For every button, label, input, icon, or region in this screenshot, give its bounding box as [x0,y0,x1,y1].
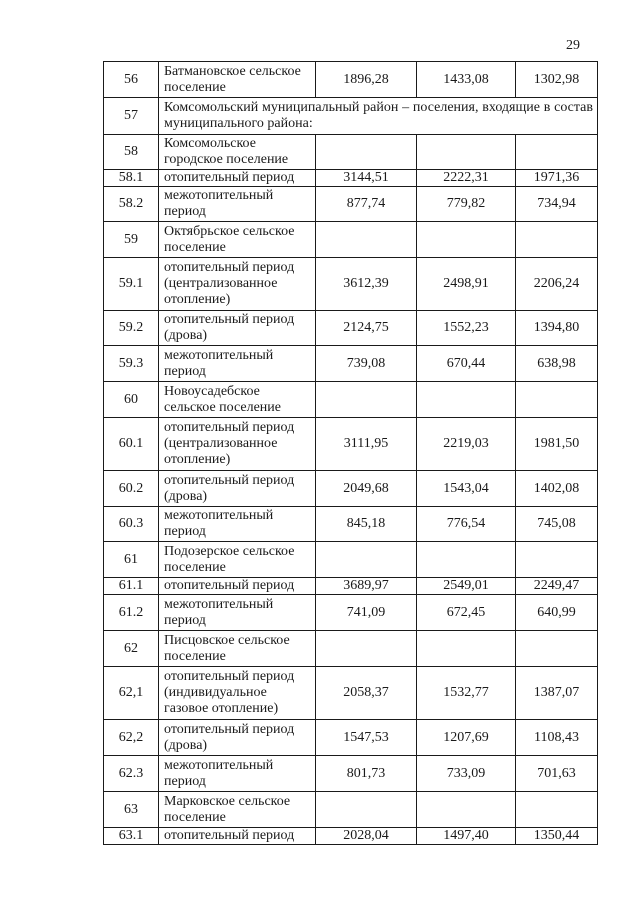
value-cell-2 [417,135,516,170]
table-row [104,595,598,631]
value-cell-3: 2249,47 [516,578,598,595]
value-cell-2: 1552,23 [417,311,516,346]
row-number-cell: 63 [104,792,159,828]
value-cell-3: 745,08 [516,507,598,542]
table-row [104,62,598,98]
value-cell-2 [417,792,516,828]
value-cell-2: 776,54 [417,507,516,542]
value-cell-2: 2549,01 [417,578,516,595]
name-cell: Марковское сельское поселение [159,792,316,828]
tariff-table [103,61,598,845]
row-number-cell: 59.2 [104,311,159,346]
value-cell-1: 2028,04 [316,828,417,845]
value-cell-2: 779,82 [417,187,516,222]
name-cell: Писцовское сельское поселение [159,631,316,667]
value-cell-1: 3689,97 [316,578,417,595]
value-cell-1: 1896,28 [316,62,417,98]
name-cell: межотопительный период [159,346,316,382]
value-cell-3 [516,631,598,667]
row-number-cell: 61.2 [104,595,159,631]
value-cell-3: 1971,36 [516,170,598,187]
table-row [104,631,598,667]
table-row [104,507,598,542]
value-cell-3: 1387,07 [516,667,598,720]
value-cell-3: 640,99 [516,595,598,631]
value-cell-3: 734,94 [516,187,598,222]
value-cell-3 [516,542,598,578]
value-cell-1 [316,382,417,418]
value-cell-1 [316,631,417,667]
row-number-cell: 58.1 [104,170,159,187]
table-row [104,418,598,471]
name-cell: отопительный период (дрова) [159,720,316,756]
value-cell-3: 1350,44 [516,828,598,845]
table-row [104,578,598,595]
table-row [104,756,598,792]
row-number-cell: 60 [104,382,159,418]
row-number-cell: 61.1 [104,578,159,595]
table-row [104,346,598,382]
name-cell: отопительный период (дрова) [159,311,316,346]
row-number-cell: 58 [104,135,159,170]
value-cell-2: 672,45 [417,595,516,631]
name-cell: Подозерское сельское поселение [159,542,316,578]
value-cell-1: 2049,68 [316,471,417,507]
value-cell-2 [417,631,516,667]
name-cell: отопительный период (централизованное отопление) [159,258,316,311]
name-cell: отопительный период [159,578,316,595]
table-row [104,720,598,756]
row-number-cell: 62.3 [104,756,159,792]
row-number-cell: 59.1 [104,258,159,311]
table-row [104,170,598,187]
table-row [104,828,598,845]
value-cell-1: 3144,51 [316,170,417,187]
value-cell-3 [516,382,598,418]
value-cell-2: 2498,91 [417,258,516,311]
value-cell-3: 1981,50 [516,418,598,471]
value-cell-1: 3111,95 [316,418,417,471]
value-cell-1: 2124,75 [316,311,417,346]
value-cell-3: 1108,43 [516,720,598,756]
value-cell-2: 1207,69 [417,720,516,756]
value-cell-3: 638,98 [516,346,598,382]
value-cell-2: 1532,77 [417,667,516,720]
value-cell-1: 801,73 [316,756,417,792]
table-row [104,382,598,418]
row-number-cell: 59 [104,222,159,258]
name-cell: отопительный период (централизованное отопление) [159,418,316,471]
page-number: 29 [566,38,580,53]
name-cell: Новоусадебское сельское поселение [159,382,316,418]
table-row [104,792,598,828]
row-number-cell: 58.2 [104,187,159,222]
table-row [104,187,598,222]
row-number-cell: 57 [104,98,159,135]
name-cell: межотопительный период [159,187,316,222]
row-number-cell: 61 [104,542,159,578]
name-cell: межотопительный период [159,595,316,631]
name-cell: Батмановское сельское поселение [159,62,316,98]
row-number-cell: 62,1 [104,667,159,720]
value-cell-3: 1394,80 [516,311,598,346]
value-cell-3: 701,63 [516,756,598,792]
value-cell-2 [417,382,516,418]
value-cell-2: 1497,40 [417,828,516,845]
value-cell-1: 741,09 [316,595,417,631]
value-cell-2 [417,542,516,578]
value-cell-3: 2206,24 [516,258,598,311]
value-cell-1 [316,222,417,258]
value-cell-1: 2058,37 [316,667,417,720]
name-cell: отопительный период [159,828,316,845]
value-cell-2: 1543,04 [417,471,516,507]
name-cell: отопительный период [159,170,316,187]
value-cell-2: 2222,31 [417,170,516,187]
value-cell-1: 3612,39 [316,258,417,311]
name-cell: отопительный период (дрова) [159,471,316,507]
value-cell-1 [316,135,417,170]
name-cell: Комсомольское городское поселение [159,135,316,170]
table-row [104,471,598,507]
value-cell-1: 1547,53 [316,720,417,756]
value-cell-3: 1402,08 [516,471,598,507]
row-number-cell: 60.1 [104,418,159,471]
row-number-cell: 56 [104,62,159,98]
row-number-cell: 62,2 [104,720,159,756]
value-cell-3: 1302,98 [516,62,598,98]
row-number-cell: 60.3 [104,507,159,542]
table-row [104,667,598,720]
value-cell-2: 670,44 [417,346,516,382]
row-number-cell: 60.2 [104,471,159,507]
table-row [104,311,598,346]
value-cell-2 [417,222,516,258]
row-number-cell: 63.1 [104,828,159,845]
value-cell-1: 739,08 [316,346,417,382]
section-heading-cell: Комсомольский муниципальный район – поселения, входящие в состав муниципального района: [159,98,598,135]
value-cell-2: 1433,08 [417,62,516,98]
table-row [104,222,598,258]
value-cell-1: 845,18 [316,507,417,542]
value-cell-3 [516,222,598,258]
name-cell: отопительный период (индивидуальное газовое отопление) [159,667,316,720]
table-row [104,258,598,311]
row-number-cell: 59.3 [104,346,159,382]
value-cell-1 [316,542,417,578]
value-cell-1: 877,74 [316,187,417,222]
table-row [104,135,598,170]
row-number-cell: 62 [104,631,159,667]
value-cell-3 [516,792,598,828]
name-cell: Октябрьское сельское поселение [159,222,316,258]
value-cell-2: 733,09 [417,756,516,792]
table-row [104,542,598,578]
value-cell-2: 2219,03 [417,418,516,471]
name-cell: межотопительный период [159,507,316,542]
table-row [104,98,598,135]
value-cell-1 [316,792,417,828]
name-cell: межотопительный период [159,756,316,792]
value-cell-3 [516,135,598,170]
